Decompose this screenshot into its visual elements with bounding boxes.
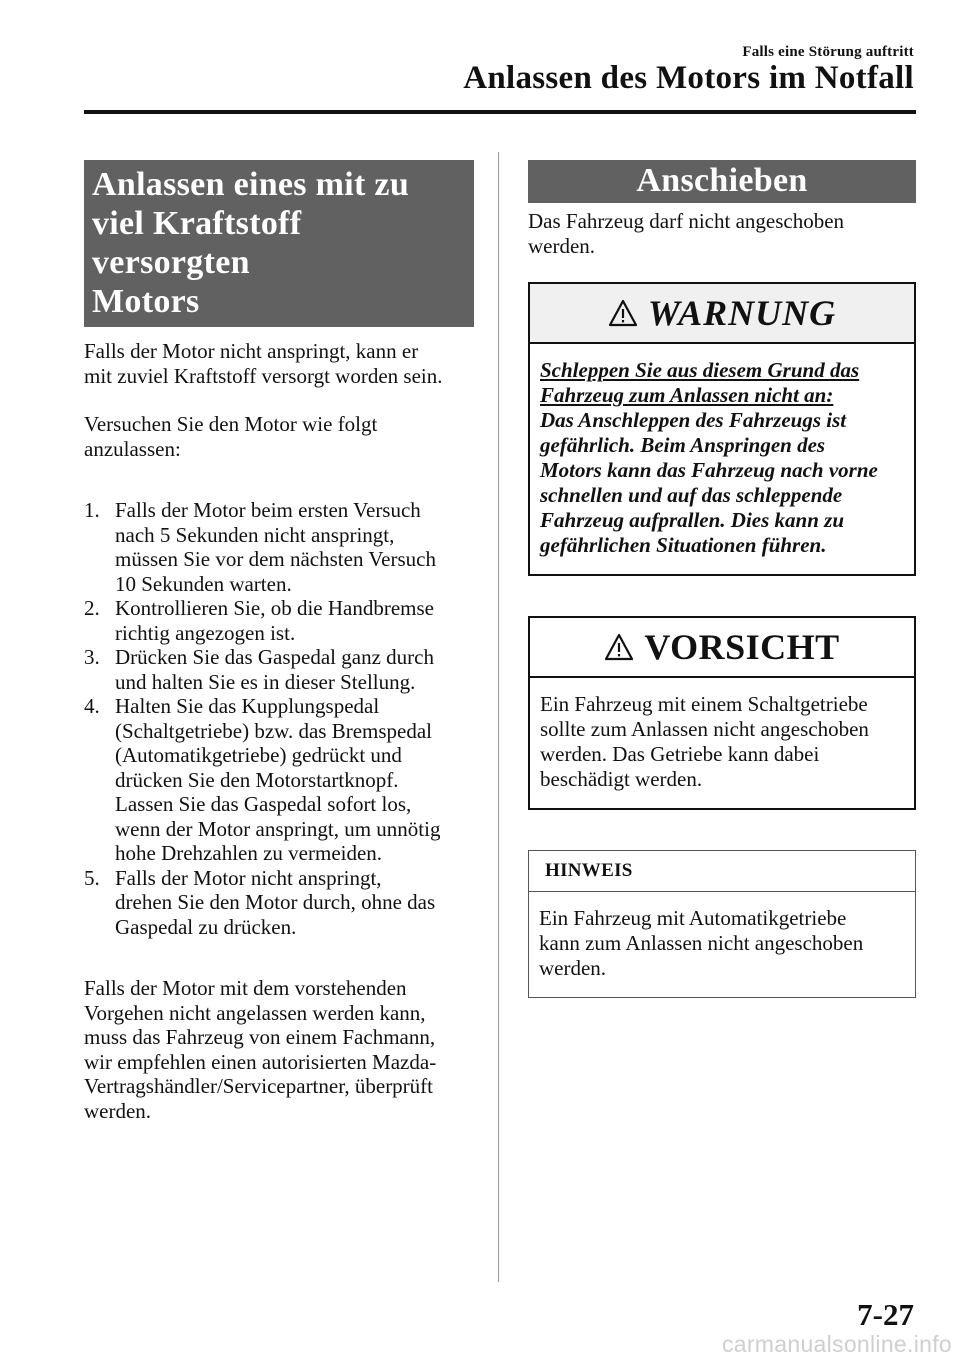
text-line: nach 5 Sekunden nicht anspringt, (115, 522, 395, 547)
heading-line: Anlassen eines mit zu (92, 166, 410, 203)
text-line: wenn der Motor anspringt, um unnötig (115, 816, 441, 841)
text-line: Gaspedal zu drücken. (115, 914, 297, 939)
warning-title: WARNUNG (647, 293, 837, 333)
header-rule (84, 110, 916, 114)
text-line: werden. (539, 956, 607, 980)
text-line: Versuchen Sie den Motor wie folgt (84, 412, 378, 436)
text-line: beschädigt werden. (540, 767, 703, 791)
text-line: wir empfehlen einen autorisierten Mazda- (84, 1049, 437, 1074)
note-title: HINWEIS (529, 851, 915, 892)
section-heading-push-start: Anschieben (528, 160, 916, 203)
text-line: drücken Sie den Motorstartknopf. (115, 767, 399, 792)
text-line: gefährlich. Beim Anspringen des (540, 433, 826, 457)
text-line: Das Anschleppen des Fahrzeugs ist (540, 408, 847, 432)
text-line: Vorgehen nicht angelassen werden kann, (84, 1000, 426, 1025)
text-line: Lassen Sie das Gaspedal sofort los, (115, 792, 412, 816)
text-line: Halten Sie das Kupplungspedal (115, 694, 380, 718)
text-line: gefährlichen Situationen führen. (540, 533, 827, 557)
page-number: 7-27 (857, 1297, 914, 1332)
text-line: müssen Sie vor dem nächsten Versuch (115, 547, 436, 571)
step-number: 3. (84, 645, 100, 669)
text-line: mit zuviel Kraftstoff versorgt worden sein. (84, 363, 443, 388)
text-line: Vertragshändler/Servicepartner, überprüft (84, 1074, 434, 1098)
text-line: drehen Sie den Motor durch, ohne das (115, 890, 436, 914)
list-item (84, 694, 474, 866)
caution-box (528, 616, 916, 810)
right-column (528, 160, 916, 998)
step-number: 5. (84, 865, 100, 890)
note-box (528, 850, 916, 998)
note-body (529, 892, 915, 997)
text-line: Ein Fahrzeug mit einem Schaltgetriebe (540, 692, 868, 716)
page-title: Anlassen des Motors im Notfall (463, 60, 914, 96)
text-line: (Schaltgetriebe) bzw. das Bremspedal (115, 718, 433, 743)
text-line: werden. (84, 1098, 152, 1123)
text-line: Falls der Motor beim ersten Versuch (115, 498, 421, 522)
text-line: Fahrzeug zum Anlassen nicht an: (540, 383, 834, 407)
warning-body (530, 344, 914, 574)
text-line: muss das Fahrzeug von einem Fachmann, (84, 1025, 436, 1049)
left-column (84, 160, 474, 1123)
list-item (84, 596, 474, 645)
warning-triangle-icon (608, 299, 638, 327)
text-line: Drücken Sie das Gaspedal ganz durch (115, 645, 434, 669)
text-line: Falls der Motor nicht anspringt, (115, 865, 382, 890)
text-line: werden. (528, 233, 596, 258)
caution-body (530, 678, 914, 808)
text-line: Das Fahrzeug darf nicht angeschoben (528, 209, 845, 233)
text-line: 10 Sekunden warten. (115, 571, 292, 596)
list-item (84, 866, 474, 940)
text-line: anzulassen: (84, 436, 181, 461)
step-number: 4. (84, 694, 100, 718)
watermark-text: carmanualsonline.info (721, 1331, 952, 1357)
caution-title: VORSICHT (644, 627, 840, 667)
header-section-label: Falls eine Störung auftritt (742, 44, 914, 60)
step-number: 2. (84, 596, 100, 620)
text-line: kann zum Anlassen nicht angeschoben (539, 931, 864, 955)
closing-paragraph (84, 976, 474, 1123)
warning-header (530, 284, 914, 344)
heading-line: viel Kraftstoff versorgten (92, 205, 302, 281)
text-line: werden. Das Getriebe kann dabei (540, 742, 820, 766)
heading-line: Motors (92, 283, 200, 320)
text-line: Falls der Motor nicht anspringt, kann er (84, 339, 419, 363)
list-item (84, 498, 474, 596)
text-line: sollte zum Anlassen nicht angeschoben (540, 717, 869, 741)
instruction-paragraph (84, 412, 474, 461)
text-line: (Automatikgetriebe) gedrückt und (115, 743, 402, 767)
text-line: Ein Fahrzeug mit Automatikgetriebe (539, 906, 847, 930)
text-line: Kontrollieren Sie, ob die Handbremse (115, 596, 434, 620)
caution-triangle-icon (604, 633, 634, 661)
list-item (84, 645, 474, 694)
text-line: Motors kann das Fahrzeug nach vorne (540, 458, 878, 482)
text-line: und halten Sie es in dieser Stellung. (115, 669, 416, 694)
text-line: Fahrzeug aufprallen. Dies kann zu (540, 508, 844, 532)
warning-box (528, 282, 916, 576)
intro-paragraph (84, 339, 474, 388)
steps-list (84, 498, 474, 939)
text-line: Schleppen Sie aus diesem Grund das (540, 358, 860, 382)
push-start-intro (528, 209, 916, 258)
text-line: hohe Drehzahlen zu vermeiden. (115, 841, 383, 865)
section-heading-flooded-engine (84, 160, 474, 327)
column-divider (498, 152, 499, 1282)
text-line: richtig angezogen ist. (115, 620, 296, 645)
caution-header (530, 618, 914, 678)
step-number: 1. (84, 498, 100, 522)
text-line: Falls der Motor mit dem vorstehenden (84, 976, 407, 1000)
text-line: schnellen und auf das schleppende (540, 483, 843, 507)
